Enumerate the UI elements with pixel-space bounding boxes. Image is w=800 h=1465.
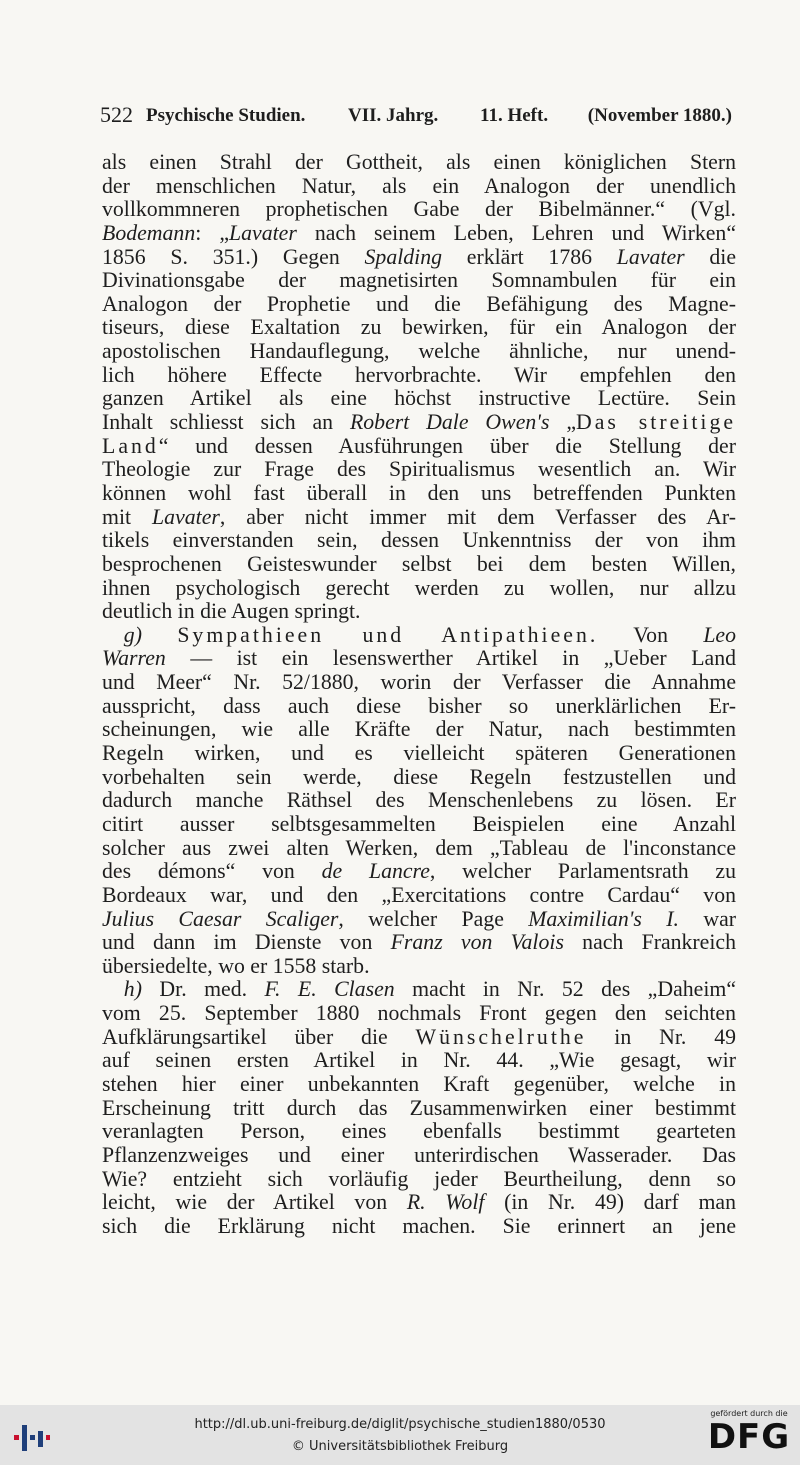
- text-line: [102, 671, 736, 695]
- text-line: [102, 813, 736, 837]
- text-run: 1856 S. 351.) Gegen: [102, 244, 365, 269]
- italic-name: Lavater: [229, 220, 297, 245]
- text-run: Bordeaux war, und den „Exercitations contre Cardau“ von: [102, 882, 736, 907]
- text-line: [102, 175, 736, 199]
- text-run: sich die Erklärung nicht machen. Sie erinnert an jene: [102, 1213, 736, 1238]
- text-run: citirt ausser selbtsgesammelten Beispielen eine Anzahl: [102, 811, 736, 836]
- dfg-funding-note: gefördert durch die: [710, 1409, 788, 1418]
- text-run: : „: [195, 220, 229, 245]
- text-run: Analogon der Prophetie und die Befähigung des Magne-: [102, 291, 736, 316]
- text-run: des démons“ von: [102, 859, 322, 884]
- text-line: [102, 1215, 736, 1239]
- text-run: Von: [598, 622, 704, 647]
- text-line: [102, 837, 736, 861]
- italic-name: Julius Caesar Scaliger: [102, 906, 339, 931]
- text-run: Theologie zur Frage des Spiritualismus wesentlich an. Wir: [102, 457, 736, 482]
- text-run: können wohl fast überall in den uns betreffenden Punkten: [102, 480, 736, 505]
- text-line: [102, 577, 736, 601]
- text-line: [102, 1144, 736, 1168]
- text-line: [102, 955, 736, 979]
- italic-name: Spalding: [364, 244, 443, 269]
- text-line: [102, 1049, 736, 1073]
- text-line: [102, 151, 736, 175]
- text-run: macht in Nr. 52 des „Daheim“: [394, 977, 736, 1002]
- text-run: apostolischen Handauflegung, welche ähnliche, nur unend-: [102, 339, 736, 364]
- text-run: , welcher Page: [338, 906, 529, 931]
- text-run: vom 25. September 1880 nochmals Front gegen den seichten: [102, 1001, 736, 1026]
- italic-name: g): [123, 622, 142, 647]
- text-run: „: [549, 410, 577, 435]
- spaced-title: Land: [102, 433, 159, 458]
- text-line: [102, 978, 736, 1002]
- text-line: [102, 718, 736, 742]
- text-run: und Meer“ Nr. 52/1880, worin der Verfasser die Annahme: [102, 670, 736, 695]
- text-run: tiseurs, diese Exaltation zu bewirken, für ein Analogon der: [102, 315, 736, 340]
- italic-name: Warren: [102, 646, 166, 671]
- text-line: [102, 293, 736, 317]
- spaced-title: Sympathieen und Antipathieen.: [177, 622, 599, 647]
- text-line: [102, 269, 736, 293]
- text-run: Dr. med.: [141, 977, 265, 1002]
- italic-name: Lavater: [616, 244, 685, 269]
- text-line: [102, 387, 736, 411]
- text-line: [102, 222, 736, 246]
- text-line: [102, 624, 736, 648]
- text-run: lich höhere Effecte hervorbrachte. Wir empfehlen den: [102, 362, 736, 387]
- text-run: (in Nr. 49) darf man: [484, 1190, 736, 1215]
- text-run: in Nr. 49: [586, 1024, 736, 1049]
- text-run: vorbehalten sein werde, diese Regeln festzustellen und: [102, 764, 736, 789]
- text-line: [102, 742, 736, 766]
- text-line: [102, 1120, 736, 1144]
- italic-name: Leo: [703, 622, 737, 647]
- text-run: Inhalt schliesst sich an: [102, 410, 350, 435]
- text-line: [102, 766, 736, 790]
- spaced-title: Das streitige: [576, 410, 737, 435]
- text-line: [102, 340, 736, 364]
- text-run: , aber nicht immer mit dem Verfasser des Ar-: [219, 504, 737, 529]
- text-line: [102, 435, 736, 459]
- text-run: [102, 977, 124, 1001]
- text-run: Divinationsgabe der magnetisirten Somnambulen für ein: [102, 268, 736, 293]
- text-run: dadurch manche Räthsel des Menschenlebens zu lösen. Er: [102, 788, 736, 813]
- text-line: [102, 506, 736, 530]
- text-line: [102, 860, 736, 884]
- text-line: [102, 647, 736, 671]
- text-run: stehen hier einer unbekannten Kraft gegenüber, welche in: [102, 1071, 736, 1096]
- text-run: ausspricht, dass auch diese bisher so unerklärlichen Er-: [102, 693, 736, 718]
- document-url[interactable]: http://dl.ub.uni-freiburg.de/diglit/psychische_studien1880/0530: [194, 1417, 606, 1432]
- text-line: [102, 458, 736, 482]
- text-line: [102, 316, 736, 340]
- text-line: [102, 198, 736, 222]
- text-run: — ist ein lesenswerther Artikel in „Ueber Land: [165, 646, 736, 671]
- italic-name: Maximilian's I.: [528, 906, 679, 931]
- article-body: [102, 151, 736, 1238]
- italic-name: F. E. Clasen: [264, 977, 395, 1002]
- text-run: “ und dessen Ausführungen über die Stellung der: [158, 433, 736, 458]
- text-line: [102, 600, 736, 624]
- text-run: nach seinem Leben, Lehren und Wirken“: [296, 220, 736, 245]
- text-line: [102, 553, 736, 577]
- italic-name: Lavater: [152, 504, 220, 529]
- italic-name: R. Wolf: [406, 1190, 485, 1215]
- text-run: ganzen Artikel als eine höchst instructive Lectüre. Sein: [102, 386, 736, 411]
- text-line: [102, 246, 736, 270]
- running-title: Psychische Studien.: [146, 105, 306, 126]
- text-line: [102, 529, 736, 553]
- text-run: Pflanzenzweiges und einer unterirdischen Wasserader. Das: [102, 1142, 736, 1167]
- volume-label: VII. Jahrg.: [348, 105, 439, 126]
- issue-label: 11. Heft.: [480, 105, 549, 126]
- text-run: war: [678, 906, 736, 931]
- italic-name: Franz von Valois: [390, 930, 564, 955]
- text-run: die: [684, 244, 736, 269]
- text-run: [142, 623, 177, 647]
- italic-name: de Lancre: [321, 859, 430, 884]
- text-line: [102, 884, 736, 908]
- text-run: der menschlichen Natur, als ein Analogon der unendlich: [102, 173, 736, 198]
- text-line: [102, 908, 736, 932]
- text-run: veranlagten Person, eines ebenfalls bestimmt gearteten: [102, 1119, 736, 1144]
- text-line: [102, 1073, 736, 1097]
- page-header: [100, 102, 732, 132]
- text-line: [102, 482, 736, 506]
- viewer-footer: [0, 1405, 800, 1465]
- text-line: [102, 1168, 736, 1192]
- text-run: leicht, wie der Artikel von: [102, 1190, 407, 1215]
- dfg-wordmark: DFG: [707, 1417, 791, 1457]
- text-line: [102, 695, 736, 719]
- italic-name: Robert Dale Owen's: [349, 410, 550, 435]
- text-run: scheinungen, wie alle Kräfte der Natur, nach bestimmten: [102, 717, 736, 742]
- spaced-title: Wünschelruthe: [415, 1024, 587, 1049]
- italic-name: Bodemann: [102, 220, 196, 245]
- text-run: Aufklärungsartikel über die: [102, 1024, 416, 1049]
- text-run: ihnen psychologisch gerecht werden zu wollen, nur allzu: [102, 575, 736, 600]
- dfg-logo[interactable]: [706, 1409, 792, 1463]
- text-run: als einen Strahl der Gottheit, als einen königlichen Stern: [102, 150, 736, 174]
- text-run: und dann im Dienste von: [102, 930, 391, 955]
- text-run: Wie? entzieht sich vorläufig jeder Beurtheilung, denn so: [102, 1166, 736, 1191]
- text-run: [102, 623, 124, 647]
- text-line: [102, 931, 736, 955]
- text-line: [102, 1002, 736, 1026]
- text-run: vollkommneren prophetischen Gabe der Bibelmänner.“ (Vgl.: [102, 197, 736, 222]
- text-run: nach Frankreich: [563, 930, 736, 955]
- text-line: [102, 1026, 736, 1050]
- text-run: solcher aus zwei alten Werken, dem „Tableau de l'inconstance: [102, 835, 736, 860]
- issue-date: (Nov⁠ember 1880.): [587, 105, 732, 126]
- text-run: übersiedelte, wo er 1558 starb.: [102, 953, 370, 978]
- text-run: tikels einverstanden sein, dessen Unkenntniss der von ihm: [102, 528, 736, 553]
- text-run: Regeln wirken, und es vielleicht späteren Generationen: [102, 741, 736, 766]
- italic-name: h): [123, 977, 142, 1002]
- text-run: erklärt 1786: [442, 244, 617, 269]
- text-line: [102, 789, 736, 813]
- text-line: [102, 1191, 736, 1215]
- text-run: besprochenen Geisteswunder selbst bei dem besten Willen,: [102, 551, 736, 576]
- text-run: deutlich in die Augen springt.: [102, 599, 361, 624]
- text-run: , welcher Parlamentsrath zu: [429, 859, 736, 884]
- text-run: mit: [102, 504, 153, 529]
- text-line: [102, 364, 736, 388]
- copyright-notice: © Universitätsbibliothek Freiburg: [291, 1439, 509, 1454]
- text-line: [102, 1097, 736, 1121]
- text-run: auf seinen ersten Artikel in Nr. 44. „Wie gesagt, wir: [102, 1048, 736, 1073]
- text-line: [102, 411, 736, 435]
- text-run: Erscheinung tritt durch das Zusammenwirken einer bestimmt: [102, 1095, 736, 1120]
- page-number: 522: [100, 102, 133, 127]
